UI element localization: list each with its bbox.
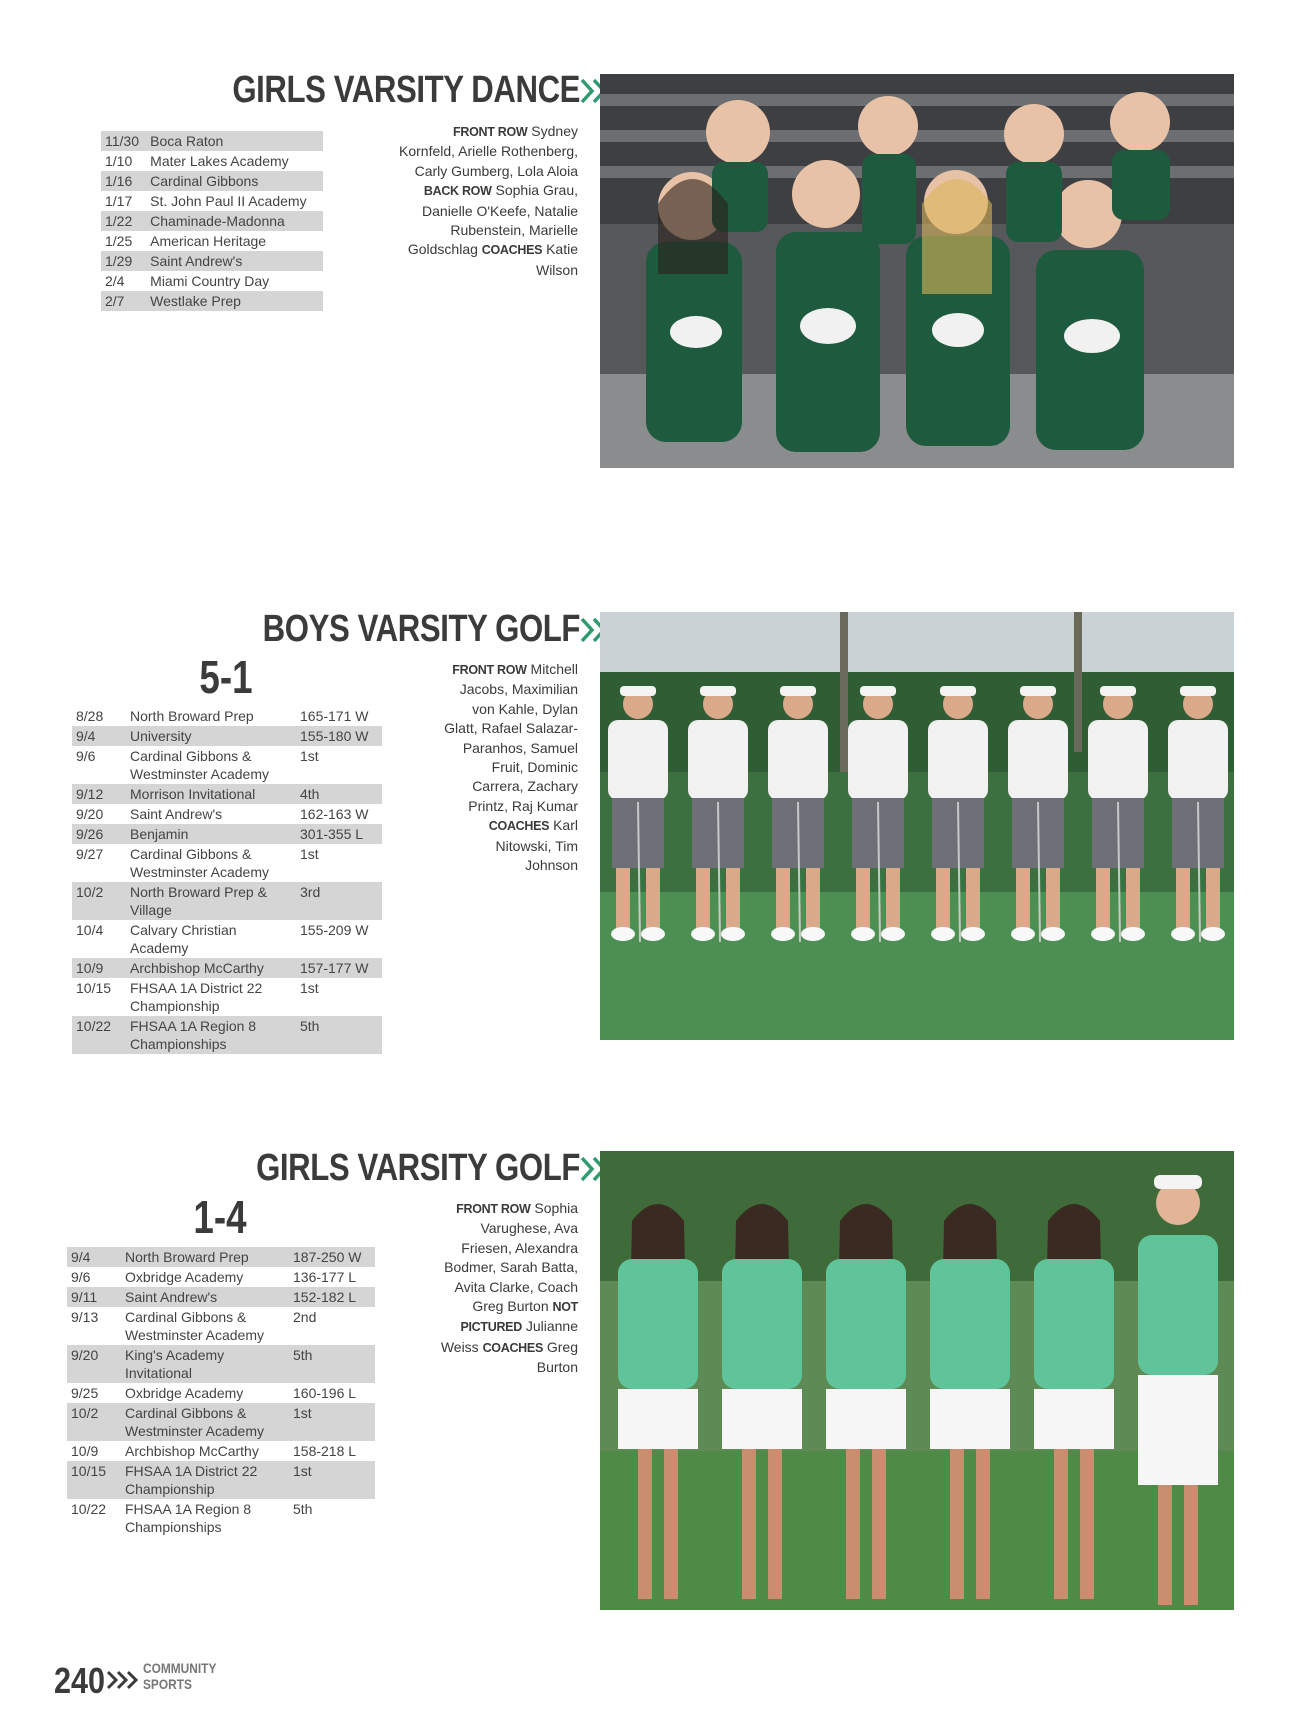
schedule-date: 1/16 <box>101 171 146 191</box>
schedule-opponent: Saint Andrew's <box>146 251 323 271</box>
schedule-row <box>67 1287 375 1307</box>
dance-caption <box>395 122 578 280</box>
schedule-opponent: North Broward Prep <box>130 708 254 724</box>
schedule-row <box>72 920 382 958</box>
schedule-date: 9/4 <box>72 726 126 746</box>
schedule-date: 2/4 <box>105 273 125 289</box>
schedule-result: 1st <box>300 748 319 764</box>
schedule-result: 162-163 W <box>300 806 369 822</box>
schedule-opponent: Cardinal Gibbons & Westminster Academy <box>125 1309 265 1343</box>
schedule-date: 9/25 <box>71 1385 99 1401</box>
schedule-row <box>67 1403 375 1441</box>
boys-golf-caption <box>440 660 578 875</box>
front-row-names: Sophia Varughese, Ava Friesen, Alexandra Bodmer, Sarah Batta, Avita Clarke, Coach Greg Burton <box>444 1200 578 1315</box>
schedule-opponent: FHSAA 1A Region 8 Championships <box>126 1016 296 1054</box>
schedule-opponent: Miami Country Day <box>150 273 270 289</box>
schedule-date: 10/22 <box>71 1501 107 1517</box>
schedule-row <box>72 726 382 746</box>
schedule-date: 9/12 <box>72 784 126 804</box>
schedule-row <box>67 1307 375 1345</box>
schedule-opponent: St. John Paul II Academy <box>150 193 307 209</box>
schedule-result: 2nd <box>293 1309 317 1325</box>
schedule-date: 9/20 <box>76 806 104 822</box>
girls-golf-schedule-table <box>67 1247 375 1537</box>
schedule-result: 187-250 W <box>289 1247 375 1267</box>
schedule-result: 5th <box>293 1501 313 1517</box>
schedule-opponent: Calvary Christian Academy <box>130 922 237 956</box>
schedule-row <box>67 1499 375 1537</box>
schedule-result: 301-355 L <box>296 824 382 844</box>
schedule-opponent: Archbishop McCarthy <box>126 958 296 978</box>
schedule-row <box>72 824 382 844</box>
schedule-row <box>67 1383 375 1403</box>
schedule-result: 5th <box>296 1016 382 1054</box>
schedule-row <box>67 1461 375 1499</box>
schedule-date: 10/9 <box>72 958 126 978</box>
schedule-date: 10/4 <box>76 922 104 938</box>
schedule-result: 1st <box>289 1403 375 1441</box>
schedule-opponent: American Heritage <box>150 233 267 249</box>
schedule-result: 136-177 L <box>293 1269 357 1285</box>
schedule-opponent: Archbishop McCarthy <box>125 1443 259 1459</box>
schedule-date: 9/6 <box>71 1269 91 1285</box>
coaches-names: Greg Burton <box>536 1338 578 1376</box>
page-number: 240 <box>54 1660 106 1701</box>
schedule-row <box>67 1267 375 1287</box>
schedule-row <box>101 251 323 271</box>
schedule-result: 5th <box>289 1345 375 1383</box>
schedule-result: 165-171 W <box>300 708 369 724</box>
schedule-opponent: FHSAA 1A District 22 Championship <box>130 980 263 1014</box>
schedule-opponent: FHSAA 1A District 22 Championship <box>121 1461 289 1499</box>
front-row-label: FRONT ROW <box>456 1202 531 1216</box>
schedule-date: 1/22 <box>101 211 146 231</box>
schedule-result: 1st <box>300 980 319 996</box>
dance-schedule-table <box>101 131 323 311</box>
schedule-date: 9/4 <box>67 1247 121 1267</box>
schedule-result: 152-182 L <box>289 1287 375 1307</box>
back-row-label: BACK ROW <box>423 184 492 199</box>
schedule-opponent: Cardinal Gibbons & Westminster Academy <box>121 1403 289 1441</box>
schedule-row <box>72 804 382 824</box>
front-row-label: FRONT ROW <box>453 125 528 139</box>
schedule-date: 1/10 <box>105 153 133 169</box>
dance-team-photo <box>600 74 1234 468</box>
schedule-date: 1/25 <box>105 233 133 249</box>
schedule-date: 10/2 <box>72 882 126 920</box>
schedule-opponent: Chaminade-Madonna <box>146 211 323 231</box>
schedule-opponent: FHSAA 1A Region 8 Championships <box>125 1501 252 1535</box>
schedule-row <box>101 151 323 171</box>
schedule-result: 157-177 W <box>296 958 382 978</box>
schedule-result: 3rd <box>296 882 382 920</box>
schedule-date: 10/2 <box>67 1403 121 1441</box>
coaches-names: Katie Wilson <box>535 241 578 278</box>
schedule-row <box>67 1247 375 1267</box>
schedule-row <box>72 1016 382 1054</box>
schedule-row <box>72 882 382 920</box>
schedule-opponent: Cardinal Gibbons <box>146 171 323 191</box>
not-pictured-names: Julianne Weiss <box>440 1318 578 1355</box>
schedule-date: 9/13 <box>71 1309 99 1325</box>
schedule-row <box>67 1441 375 1461</box>
schedule-result: 1st <box>289 1461 375 1499</box>
schedule-opponent: Boca Raton <box>146 131 323 151</box>
boys-golf-record: 5-1 <box>199 651 253 703</box>
schedule-opponent: Cardinal Gibbons & Westminster Academy <box>130 748 270 782</box>
footer-line1: COMMUNITY <box>143 1660 217 1676</box>
not-pictured-label: NOT PICTURED <box>460 1300 578 1335</box>
schedule-result: 1st <box>300 846 319 862</box>
front-row-names: Mitchell Jacobs, Maximilian von Kahle, Dylan Glatt, Rafael Salazar-Paranhos, Samuel Fruit, Dominic Carrera, Zachary Printz, Raj Kumar <box>444 661 578 814</box>
girls-golf-title: GIRLS VARSITY GOLF <box>256 1147 580 1189</box>
schedule-opponent: University <box>126 726 296 746</box>
schedule-opponent: Mater Lakes Academy <box>150 153 289 169</box>
schedule-row <box>101 191 323 211</box>
schedule-row <box>101 231 323 251</box>
front-row-names: Sydney Kornfeld, Arielle Rothenberg, Carly Gumberg, Lola Aloia <box>399 123 578 179</box>
front-row-label: FRONT ROW <box>452 663 527 677</box>
schedule-date: 1/29 <box>101 251 146 271</box>
schedule-opponent: Oxbridge Academy <box>125 1269 244 1285</box>
coaches-label: COACHES <box>488 819 550 834</box>
schedule-row <box>101 211 323 231</box>
chevron-right-icon <box>106 1668 140 1692</box>
schedule-date: 10/9 <box>71 1443 99 1459</box>
boys-golf-title: BOYS VARSITY GOLF <box>262 608 580 650</box>
schedule-row <box>101 291 323 311</box>
schedule-opponent: Saint Andrew's <box>130 806 223 822</box>
schedule-opponent: North Broward Prep <box>121 1247 289 1267</box>
schedule-date: 9/11 <box>67 1287 121 1307</box>
schedule-opponent: Oxbridge Academy <box>125 1385 244 1401</box>
schedule-date: 1/17 <box>105 193 133 209</box>
schedule-result: 160-196 L <box>293 1385 357 1401</box>
schedule-row <box>72 958 382 978</box>
coaches-names: Karl Nitowski, Tim Johnson <box>495 817 578 874</box>
schedule-row <box>101 131 323 151</box>
dance-title: GIRLS VARSITY DANCE <box>232 69 580 111</box>
boys-golf-schedule-table <box>72 706 382 1054</box>
schedule-date: 10/15 <box>76 980 112 996</box>
girls-golf-record: 1-4 <box>193 1191 247 1243</box>
schedule-row <box>72 746 382 784</box>
schedule-opponent: Benjamin <box>126 824 296 844</box>
schedule-result: 158-218 L <box>293 1443 357 1459</box>
schedule-opponent: Westlake Prep <box>146 291 323 311</box>
back-row-names: Sophia Grau, Danielle O'Keefe, Natalie Rubenstein, Marielle Goldschlag <box>407 182 578 258</box>
footer-line2: SPORTS <box>143 1676 192 1692</box>
footer-section-label <box>143 1660 216 1692</box>
girls-golf-caption <box>440 1199 578 1378</box>
coaches-label: COACHES <box>481 243 543 258</box>
schedule-date: 10/22 <box>72 1016 126 1054</box>
schedule-date: 9/20 <box>67 1345 121 1383</box>
schedule-opponent: Saint Andrew's <box>121 1287 289 1307</box>
schedule-row <box>72 978 382 1016</box>
schedule-row <box>72 844 382 882</box>
schedule-row <box>101 271 323 291</box>
schedule-opponent: North Broward Prep & Village <box>126 882 296 920</box>
schedule-date: 9/27 <box>76 846 104 862</box>
schedule-date: 2/7 <box>101 291 146 311</box>
schedule-opponent: Morrison Invitational <box>126 784 296 804</box>
schedule-date: 11/30 <box>101 131 146 151</box>
schedule-result: 4th <box>296 784 382 804</box>
schedule-result: 155-180 W <box>296 726 382 746</box>
schedule-date: 9/6 <box>76 748 96 764</box>
schedule-row <box>72 706 382 726</box>
schedule-opponent: King's Academy Invitational <box>121 1345 289 1383</box>
schedule-opponent: Cardinal Gibbons & Westminster Academy <box>130 846 270 880</box>
schedule-row <box>67 1345 375 1383</box>
boys-golf-team-photo <box>600 612 1234 1040</box>
schedule-row <box>101 171 323 191</box>
schedule-result: 155-209 W <box>300 922 369 938</box>
schedule-row <box>72 784 382 804</box>
schedule-date: 10/15 <box>67 1461 121 1499</box>
coaches-label: COACHES <box>482 1340 543 1355</box>
girls-golf-team-photo <box>600 1151 1234 1610</box>
schedule-date: 9/26 <box>72 824 126 844</box>
schedule-date: 8/28 <box>76 708 104 724</box>
